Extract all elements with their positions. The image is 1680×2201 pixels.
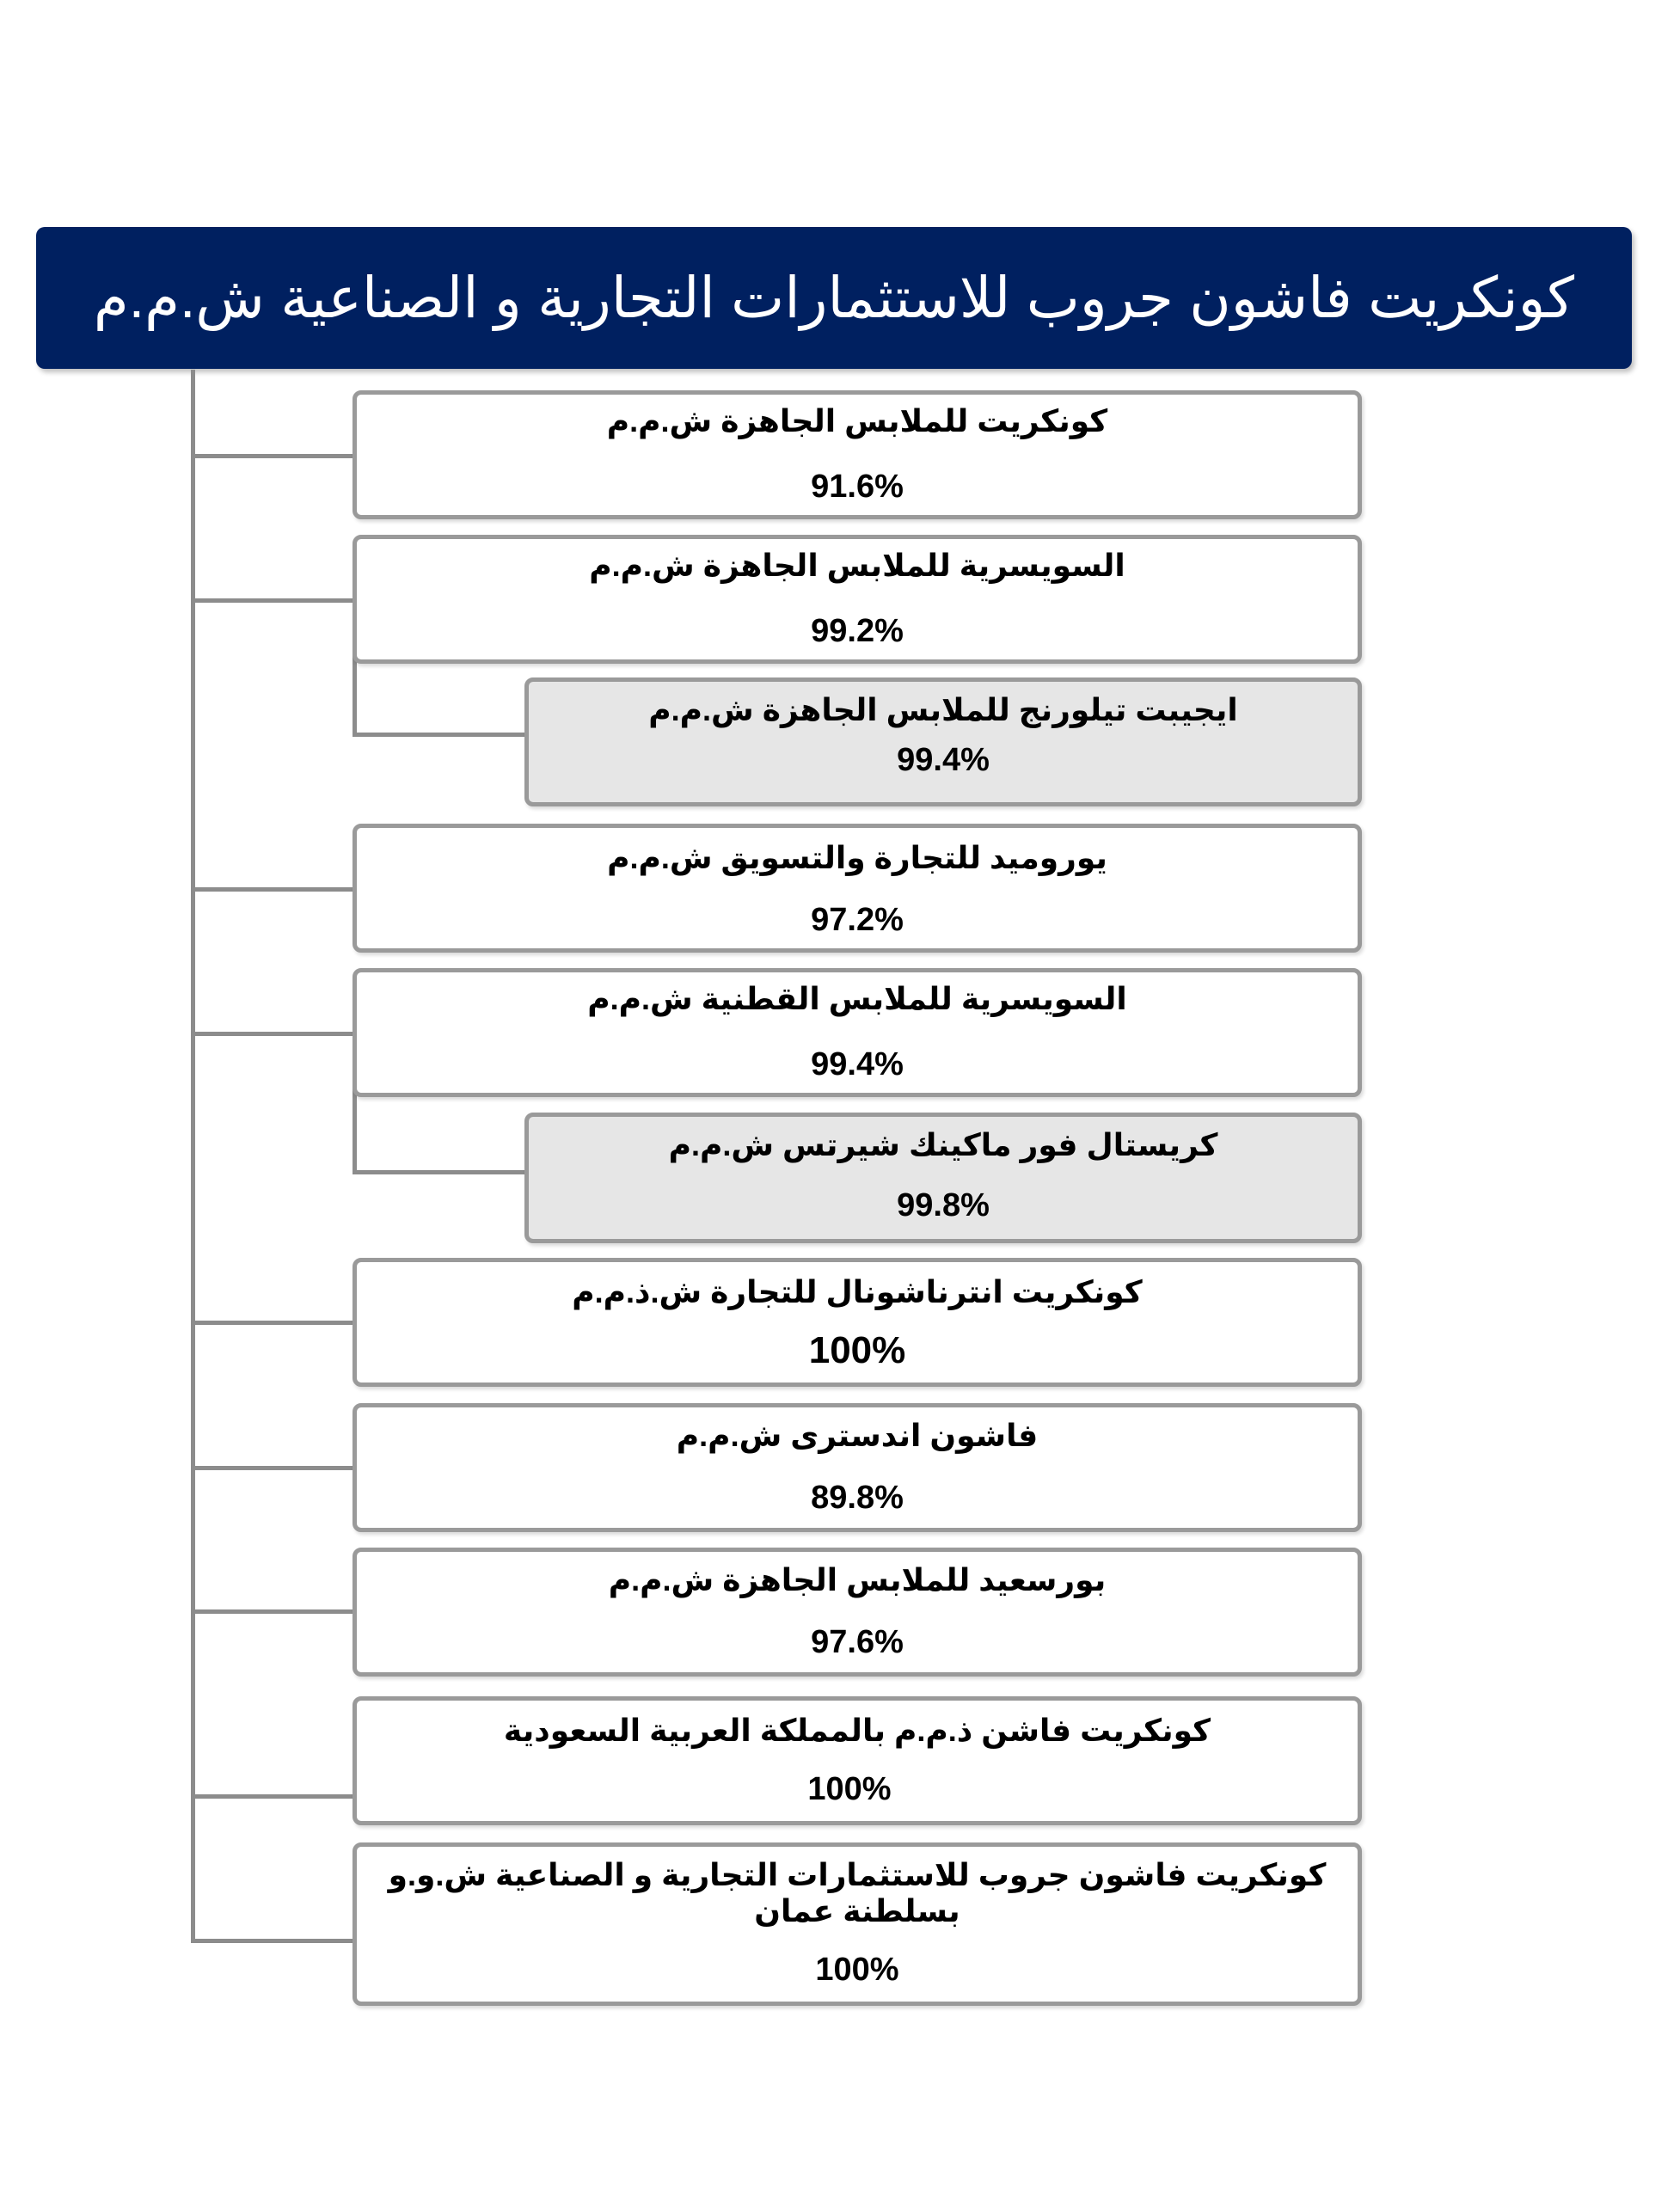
ownership-percentage: 99.4% bbox=[811, 1046, 904, 1082]
subsidiary-box bbox=[353, 968, 1362, 1097]
subsidiary-name: السويسرية للملابس القطنية ش.م.م bbox=[587, 981, 1127, 1016]
subsidiary-name: كونكريت فاشن ذ.م.م بالمملكة العربية السعودية bbox=[503, 1713, 1211, 1748]
trunk-connector bbox=[191, 370, 195, 1943]
subsidiary-name: كونكريت للملابس الجاهزة ش.م.م bbox=[606, 403, 1108, 438]
subsidiary-box bbox=[353, 1403, 1362, 1532]
subsidiary-name: كونكريت فاشون جروب للاستثمارات التجارية و الصناعية ش.و.و بسلطنة عمان bbox=[388, 1857, 1327, 1929]
ownership-percentage: 100% bbox=[807, 1771, 892, 1807]
subsidiary-box bbox=[353, 390, 1362, 519]
branch-connector bbox=[191, 1032, 354, 1036]
branch-connector bbox=[191, 1939, 354, 1943]
sub-branch-connector bbox=[353, 1170, 526, 1174]
branch-connector bbox=[191, 598, 354, 603]
branch-connector bbox=[191, 1794, 354, 1799]
branch-connector bbox=[191, 1321, 354, 1325]
subsidiary-box bbox=[353, 824, 1362, 953]
subsidiary-name: فاشون اندسترى ش.م.م bbox=[676, 1418, 1039, 1453]
ownership-percentage: 89.8% bbox=[811, 1480, 904, 1516]
subsidiary-box bbox=[353, 1258, 1362, 1387]
branch-connector bbox=[191, 1609, 354, 1614]
ownership-percentage: 91.6% bbox=[811, 469, 904, 505]
ownership-percentage: 97.6% bbox=[811, 1624, 904, 1660]
branch-connector bbox=[191, 1466, 354, 1470]
subsidiary-box bbox=[353, 535, 1362, 664]
subsidiary-box bbox=[353, 1842, 1362, 2006]
subsidiary-name: ايجيبت تيلورنج للملابس الجاهزة ش.م.م bbox=[648, 692, 1238, 727]
subsidiary-name: بورسعيد للملابس الجاهزة ش.م.م bbox=[608, 1562, 1107, 1597]
subsidiary-box bbox=[353, 1696, 1362, 1825]
ownership-percentage: 100% bbox=[808, 1329, 906, 1371]
ownership-percentage: 99.4% bbox=[897, 742, 990, 778]
sub-subsidiary-box bbox=[524, 677, 1362, 806]
subsidiary-name: يوروميد للتجارة والتسويق ش.م.م bbox=[607, 840, 1107, 875]
ownership-percentage: 100% bbox=[815, 1952, 899, 1988]
subsidiary-box bbox=[353, 1548, 1362, 1677]
subsidiary-name: السويسرية للملابس الجاهزة ش.م.م bbox=[589, 548, 1125, 583]
branch-connector bbox=[191, 887, 354, 892]
sub-branch-connector bbox=[353, 733, 526, 737]
ownership-percentage: 97.2% bbox=[811, 902, 904, 938]
subsidiary-name: كريستال فور ماكينك شيرتس ش.م.م bbox=[668, 1127, 1218, 1162]
parent-company-title: كونكريت فاشون جروب للاستثمارات التجارية و الصناعية ش.م.م bbox=[93, 266, 1575, 329]
ownership-percentage: 99.2% bbox=[811, 613, 904, 649]
branch-connector bbox=[191, 454, 354, 458]
subsidiary-name: كونكريت انترناشونال للتجارة ش.ذ.م.م bbox=[572, 1274, 1143, 1309]
ownership-percentage: 99.8% bbox=[897, 1187, 990, 1223]
sub-subsidiary-box bbox=[524, 1113, 1362, 1243]
parent-company-header bbox=[36, 227, 1632, 369]
